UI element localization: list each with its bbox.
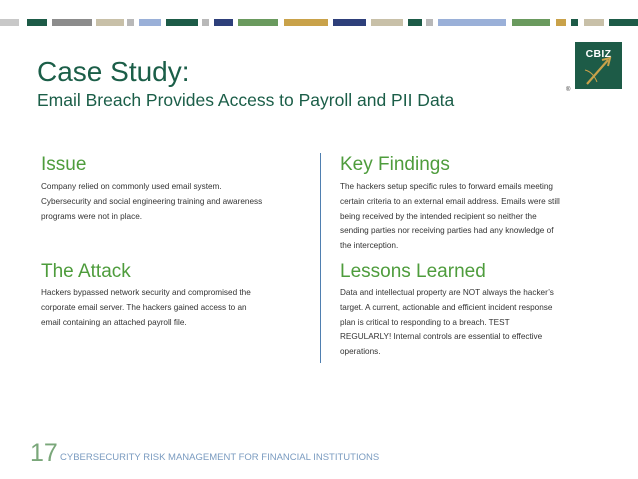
attack-body — [41, 286, 251, 330]
decorative-color-stripe — [0, 19, 638, 26]
key-findings-line: certain criteria to an external email address. Emails were still — [340, 196, 560, 206]
lessons-heading: Lessons Learned — [340, 261, 486, 282]
logo-arrow-icon — [575, 42, 622, 89]
key-findings-line: the interception. — [340, 241, 399, 251]
slide-title: Case Study: — [37, 56, 190, 87]
attack-heading: The Attack — [41, 261, 131, 282]
cbiz-logo — [575, 42, 622, 89]
key-findings-line: sending parties nor receiving parties had any knowledge of — [340, 226, 554, 236]
key-findings-line: being received by the intended recipient so neither the — [340, 211, 537, 221]
issue-heading: Issue — [41, 154, 87, 175]
lessons-body — [340, 286, 554, 360]
issue-body — [41, 180, 262, 224]
logo-text: CBIZ — [585, 48, 612, 60]
page-number: 17 — [30, 439, 58, 467]
key-findings-line: The hackers setup specific rules to forward emails meeting — [340, 182, 553, 191]
column-divider — [320, 153, 321, 363]
issue-line: Company relied on commonly used email system. — [41, 182, 222, 191]
lessons-line: plan is critical to responding to a breach. TEST — [340, 317, 510, 327]
lessons-line: operations. — [340, 347, 381, 357]
key-findings-heading: Key Findings — [340, 154, 450, 175]
registered-mark: ® — [566, 87, 571, 93]
slide-subtitle: Email Breach Provides Access to Payroll and PII Data — [37, 90, 455, 110]
attack-line: email containing an attached payroll file. — [41, 317, 187, 327]
footer-title: CYBERSECURITY RISK MANAGEMENT FOR FINANCIAL INSTITUTIONS — [60, 452, 380, 463]
attack-line: corporate email server. The hackers gained access to an — [41, 302, 247, 312]
issue-line: Cybersecurity and social engineering training and awareness — [41, 196, 263, 206]
lessons-line: REGULARLY! Internal controls are essential to effective — [340, 332, 543, 342]
key-findings-body — [340, 180, 560, 254]
lessons-line: Data and intellectual property are NOT always the hacker’s — [340, 288, 554, 297]
attack-line: Hackers bypassed network security and compromised the — [41, 288, 251, 297]
issue-line: programs were not in place. — [41, 211, 143, 221]
lessons-line: target. A current, actionable and efficient incident response — [340, 302, 553, 312]
